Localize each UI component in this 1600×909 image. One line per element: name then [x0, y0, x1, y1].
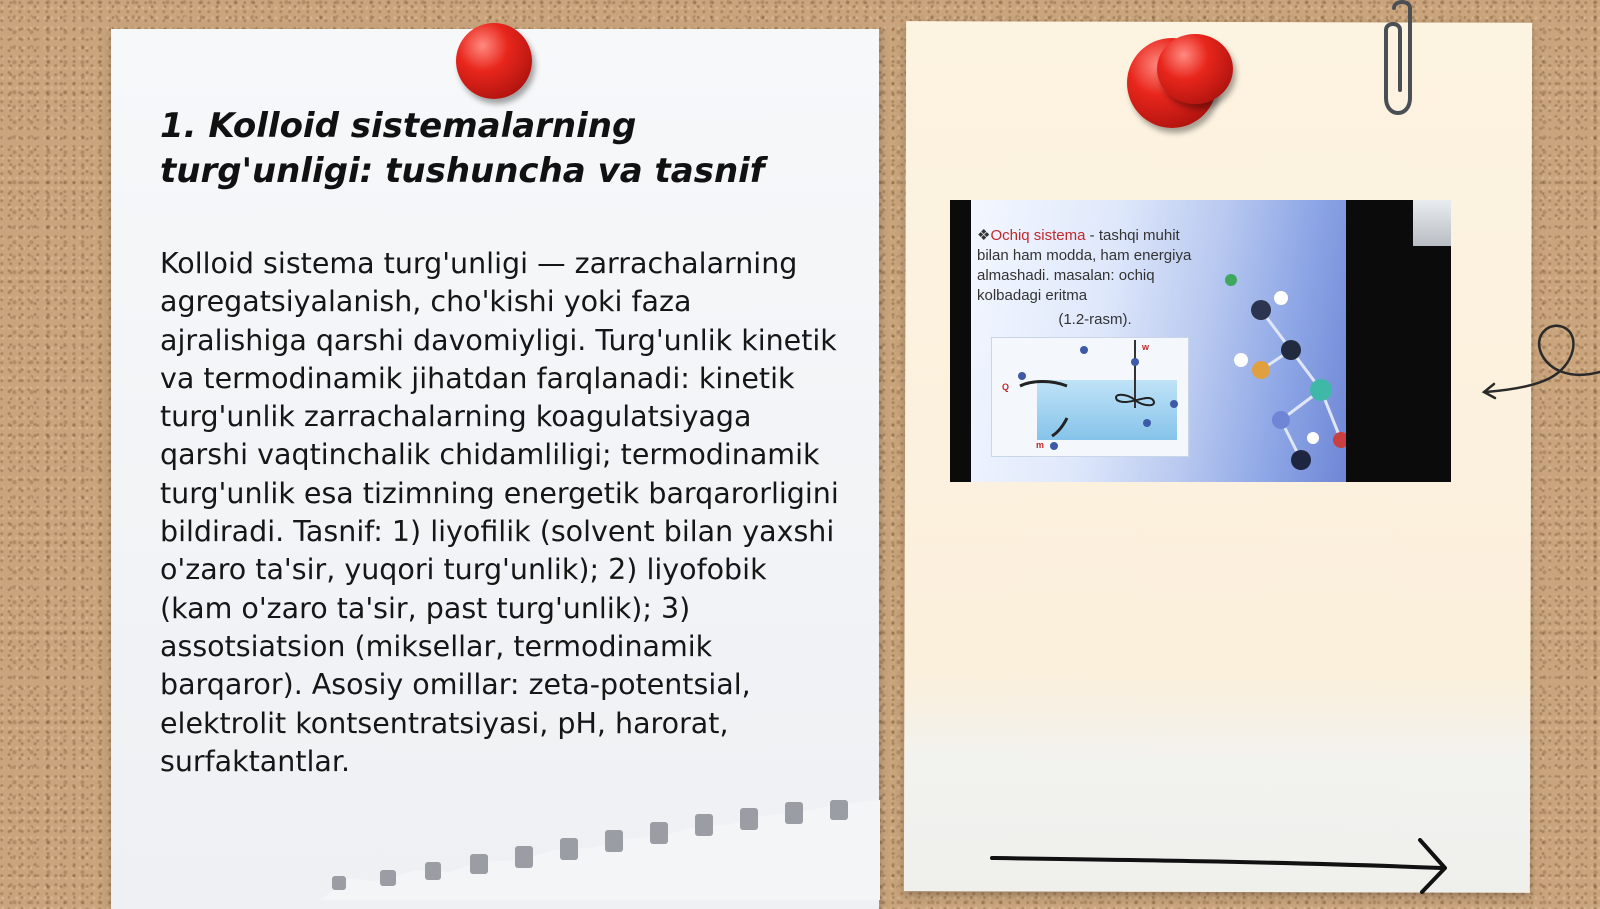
figure-slide — [971, 200, 1346, 482]
swirl-arrow-icon — [1480, 310, 1600, 410]
paperclip-icon — [1376, 0, 1426, 124]
open-vessel-diagram — [991, 337, 1189, 457]
torn-paper-edge — [320, 800, 880, 900]
push-pin-icon — [1157, 34, 1233, 104]
work-label: w — [1142, 342, 1150, 352]
figure-definition: - tashqi muhit bilan ham modda, ham energiya almashadi. masalan: ochiq kolbadagi eritma — [977, 227, 1192, 304]
push-pin-icon — [456, 23, 532, 99]
mass-label: m — [1036, 440, 1045, 450]
video-thumbnail — [1413, 200, 1451, 246]
figure-term: Ochiq sistema — [990, 227, 1086, 244]
slide-title: 1. Kolloid sistemalarning turg'unligi: tushuncha va tasnif — [160, 106, 765, 191]
slide-body-text: Kolloid sistema turg'unligi — zarrachalarning agregatsiyalanish, cho'kishi yoki faza ajralishiga qarshi davomiyligi. Turg'unlik kinetik va termodinamik jihatdan farqlanadi: kinetik turg'unlik zarrachalarning koagulatsiyaga qarshi vaqtinchalik chidamliligi; termodinamik turg'unlik esa tizimning energetik barqarorligini bildiradi. Tasnif: 1) liyofilik (solvent bilan yaxshi o'zaro ta'sir, yuqori turg'unlik); 2) liyofobik (kam o'zaro ta'sir, past turg'unlik); 3) assotsiatsion (miksellar, termodinamik barqaror). Asosiy omillar: zeta-potentsial, elektrolit kontsentratsiyasi, pH, harorat, surfaktantlar. — [160, 247, 839, 778]
figure-caption — [977, 226, 1213, 330]
molecule-illustration — [1201, 260, 1346, 482]
arrow-right-icon — [990, 838, 1452, 896]
vessel-arrows-icon — [992, 338, 1188, 456]
figure-reference: (1.2-rasm). — [1058, 311, 1132, 328]
bullet-icon: ❖ — [977, 227, 991, 244]
figure-image — [950, 200, 1451, 482]
heat-label: Q — [1002, 382, 1010, 392]
